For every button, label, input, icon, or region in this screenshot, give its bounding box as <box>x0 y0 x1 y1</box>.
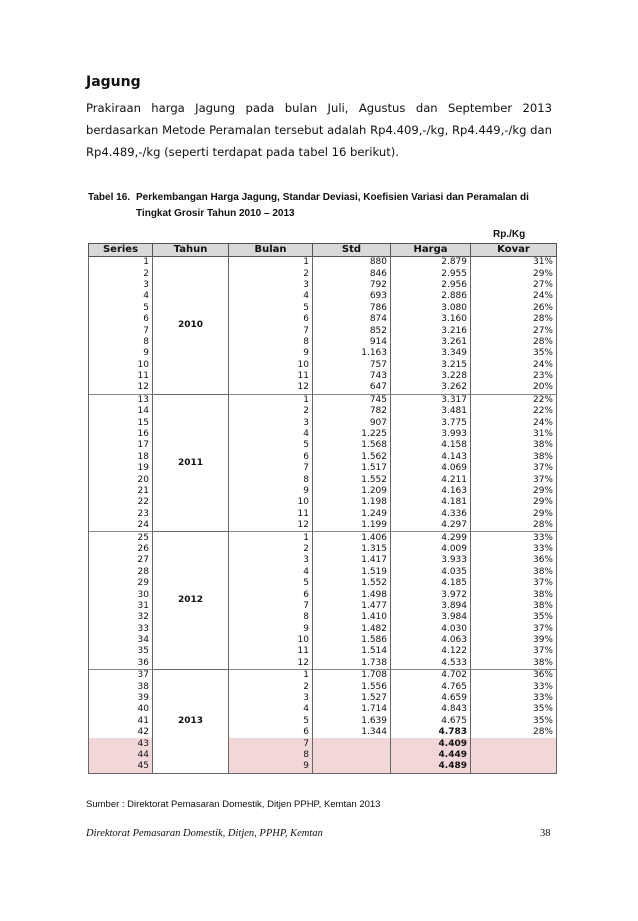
price-table <box>88 243 557 774</box>
cell-std: 914 <box>313 337 391 348</box>
cell-std: 1.514 <box>313 646 391 657</box>
cell-kovar: 37% <box>471 463 557 474</box>
cell-harga: 3.216 <box>391 325 471 336</box>
cell-std: 1.708 <box>313 670 391 682</box>
cell-series: 39 <box>89 693 153 704</box>
cell-std: 782 <box>313 406 391 417</box>
cell-series: 18 <box>89 452 153 463</box>
cell-series: 41 <box>89 716 153 727</box>
cell-std: 1.639 <box>313 716 391 727</box>
cell-series: 11 <box>89 371 153 382</box>
cell-bulan: 9 <box>229 624 313 635</box>
cell-kovar: 38% <box>471 452 557 463</box>
cell-series: 29 <box>89 578 153 589</box>
cell-harga: 2.879 <box>391 257 471 269</box>
cell-std: 647 <box>313 382 391 394</box>
cell-series: 20 <box>89 474 153 485</box>
cell-series: 38 <box>89 681 153 692</box>
table-row <box>89 394 557 406</box>
cell-bulan: 12 <box>229 658 313 670</box>
cell-series: 5 <box>89 303 153 314</box>
cell-bulan: 3 <box>229 417 313 428</box>
cell-year: 2013 <box>153 670 229 774</box>
cell-std: 1.568 <box>313 440 391 451</box>
cell-series: 17 <box>89 440 153 451</box>
cell-series: 22 <box>89 497 153 508</box>
cell-harga: 4.675 <box>391 716 471 727</box>
cell-series: 12 <box>89 382 153 394</box>
cell-bulan: 11 <box>229 509 313 520</box>
cell-std: 1.738 <box>313 658 391 670</box>
cell-series: 9 <box>89 348 153 359</box>
cell-std: 1.517 <box>313 463 391 474</box>
header-harga: Harga <box>391 244 471 257</box>
cell-kovar: 38% <box>471 589 557 600</box>
cell-harga: 4.783 <box>391 727 471 738</box>
cell-bulan: 7 <box>229 738 313 749</box>
cell-bulan: 7 <box>229 463 313 474</box>
cell-series: 33 <box>89 624 153 635</box>
cell-harga: 4.659 <box>391 693 471 704</box>
table-header-row <box>89 244 557 257</box>
cell-kovar: 39% <box>471 635 557 646</box>
cell-series: 8 <box>89 337 153 348</box>
cell-bulan: 1 <box>229 532 313 544</box>
table-row <box>89 532 557 544</box>
cell-kovar: 27% <box>471 280 557 291</box>
cell-kovar: 33% <box>471 693 557 704</box>
cell-series: 15 <box>89 417 153 428</box>
cell-bulan: 11 <box>229 646 313 657</box>
cell-std: 1.556 <box>313 681 391 692</box>
cell-harga: 4.336 <box>391 509 471 520</box>
caption-text: Perkembangan Harga Jagung, Standar Deviasi, Koefisien Variasi dan Peramalan di Tingkat Grosir Tahun 2010 – 2013 <box>136 192 529 219</box>
cell-std: 852 <box>313 325 391 336</box>
cell-std <box>313 738 391 749</box>
cell-std: 745 <box>313 394 391 406</box>
cell-bulan: 11 <box>229 371 313 382</box>
cell-kovar: 22% <box>471 406 557 417</box>
cell-kovar: 29% <box>471 486 557 497</box>
cell-std <box>313 761 391 773</box>
cell-harga: 4.489 <box>391 761 471 773</box>
cell-std: 1.417 <box>313 555 391 566</box>
cell-harga: 4.211 <box>391 474 471 485</box>
cell-kovar: 22% <box>471 394 557 406</box>
cell-std: 743 <box>313 371 391 382</box>
cell-std: 880 <box>313 257 391 269</box>
cell-series: 6 <box>89 314 153 325</box>
cell-series: 10 <box>89 360 153 371</box>
cell-bulan: 10 <box>229 360 313 371</box>
cell-harga: 4.299 <box>391 532 471 544</box>
cell-std: 1.163 <box>313 348 391 359</box>
cell-kovar: 37% <box>471 624 557 635</box>
cell-harga: 2.886 <box>391 291 471 302</box>
cell-series: 37 <box>89 670 153 682</box>
cell-harga: 4.163 <box>391 486 471 497</box>
cell-harga: 3.775 <box>391 417 471 428</box>
cell-series: 35 <box>89 646 153 657</box>
cell-bulan: 5 <box>229 716 313 727</box>
cell-kovar: 31% <box>471 429 557 440</box>
cell-series: 21 <box>89 486 153 497</box>
cell-std: 693 <box>313 291 391 302</box>
cell-bulan: 5 <box>229 578 313 589</box>
intro-paragraph: Prakiraan harga Jagung pada bulan Juli, Agustus dan September 2013 berdasarkan Metode Peramalan tersebut adalah Rp4.409,-/kg, Rp4.449,-/kg dan Rp4.489,-/kg (seperti terdapat pada tabel 16 berikut). <box>86 101 552 159</box>
cell-harga: 3.261 <box>391 337 471 348</box>
cell-harga: 3.160 <box>391 314 471 325</box>
cell-kovar: 28% <box>471 520 557 532</box>
cell-harga: 3.993 <box>391 429 471 440</box>
cell-harga: 4.063 <box>391 635 471 646</box>
cell-bulan: 4 <box>229 429 313 440</box>
cell-series: 31 <box>89 601 153 612</box>
cell-kovar: 24% <box>471 417 557 428</box>
cell-kovar: 33% <box>471 544 557 555</box>
caption-number: Tabel 16. <box>88 192 131 203</box>
cell-bulan: 2 <box>229 268 313 279</box>
cell-kovar: 38% <box>471 567 557 578</box>
cell-std: 1.225 <box>313 429 391 440</box>
cell-year: 2010 <box>153 257 229 395</box>
cell-series: 40 <box>89 704 153 715</box>
cell-kovar: 24% <box>471 360 557 371</box>
cell-std: 792 <box>313 280 391 291</box>
header-std: Std <box>313 244 391 257</box>
cell-bulan: 8 <box>229 612 313 623</box>
cell-std: 1.477 <box>313 601 391 612</box>
cell-series: 14 <box>89 406 153 417</box>
cell-bulan: 3 <box>229 280 313 291</box>
cell-std: 1.406 <box>313 532 391 544</box>
cell-harga: 3.481 <box>391 406 471 417</box>
cell-series: 32 <box>89 612 153 623</box>
cell-std: 1.249 <box>313 509 391 520</box>
cell-harga: 2.956 <box>391 280 471 291</box>
cell-kovar: 35% <box>471 716 557 727</box>
cell-series: 36 <box>89 658 153 670</box>
cell-harga: 3.349 <box>391 348 471 359</box>
cell-harga: 4.143 <box>391 452 471 463</box>
cell-series: 1 <box>89 257 153 269</box>
table-body <box>89 257 557 774</box>
cell-std: 757 <box>313 360 391 371</box>
cell-harga: 4.409 <box>391 738 471 749</box>
cell-series: 24 <box>89 520 153 532</box>
cell-bulan: 9 <box>229 348 313 359</box>
cell-harga: 3.080 <box>391 303 471 314</box>
cell-harga: 4.181 <box>391 497 471 508</box>
cell-harga: 4.069 <box>391 463 471 474</box>
cell-series: 45 <box>89 761 153 773</box>
cell-bulan: 9 <box>229 486 313 497</box>
cell-series: 42 <box>89 727 153 738</box>
cell-series: 27 <box>89 555 153 566</box>
cell-harga: 3.262 <box>391 382 471 394</box>
cell-year: 2012 <box>153 532 229 670</box>
table-caption <box>88 190 558 222</box>
cell-bulan: 7 <box>229 325 313 336</box>
cell-harga: 3.215 <box>391 360 471 371</box>
cell-harga: 3.894 <box>391 601 471 612</box>
cell-kovar <box>471 761 557 773</box>
cell-bulan: 3 <box>229 555 313 566</box>
cell-std: 1.519 <box>313 567 391 578</box>
cell-bulan: 6 <box>229 314 313 325</box>
cell-kovar: 37% <box>471 578 557 589</box>
header-bulan: Bulan <box>229 244 313 257</box>
cell-bulan: 8 <box>229 474 313 485</box>
cell-bulan: 10 <box>229 635 313 646</box>
cell-std: 846 <box>313 268 391 279</box>
cell-kovar: 33% <box>471 532 557 544</box>
cell-std: 1.552 <box>313 474 391 485</box>
cell-kovar: 31% <box>471 257 557 269</box>
cell-bulan: 2 <box>229 681 313 692</box>
cell-bulan: 12 <box>229 382 313 394</box>
cell-harga: 4.009 <box>391 544 471 555</box>
cell-harga: 3.933 <box>391 555 471 566</box>
cell-std: 1.209 <box>313 486 391 497</box>
cell-harga: 3.317 <box>391 394 471 406</box>
cell-harga: 4.297 <box>391 520 471 532</box>
cell-series: 19 <box>89 463 153 474</box>
cell-kovar: 38% <box>471 601 557 612</box>
cell-std: 1.315 <box>313 544 391 555</box>
cell-bulan: 8 <box>229 337 313 348</box>
cell-harga: 4.843 <box>391 704 471 715</box>
cell-series: 28 <box>89 567 153 578</box>
cell-bulan: 4 <box>229 291 313 302</box>
header-series: Series <box>89 244 153 257</box>
cell-kovar: 24% <box>471 291 557 302</box>
cell-series: 44 <box>89 750 153 761</box>
cell-kovar: 36% <box>471 670 557 682</box>
cell-harga: 4.030 <box>391 624 471 635</box>
cell-std: 1.586 <box>313 635 391 646</box>
cell-bulan: 7 <box>229 601 313 612</box>
cell-std: 1.199 <box>313 520 391 532</box>
cell-kovar: 28% <box>471 727 557 738</box>
header-kovar: Kovar <box>471 244 557 257</box>
cell-series: 43 <box>89 738 153 749</box>
cell-bulan: 9 <box>229 761 313 773</box>
cell-harga: 4.533 <box>391 658 471 670</box>
cell-kovar <box>471 738 557 749</box>
price-table-container <box>88 243 556 774</box>
cell-bulan: 4 <box>229 704 313 715</box>
cell-std: 1.527 <box>313 693 391 704</box>
cell-series: 25 <box>89 532 153 544</box>
cell-std: 1.482 <box>313 624 391 635</box>
cell-harga: 4.702 <box>391 670 471 682</box>
cell-bulan: 1 <box>229 394 313 406</box>
cell-std: 1.198 <box>313 497 391 508</box>
cell-bulan: 1 <box>229 257 313 269</box>
cell-kovar: 23% <box>471 371 557 382</box>
cell-bulan: 1 <box>229 670 313 682</box>
cell-bulan: 8 <box>229 750 313 761</box>
cell-bulan: 6 <box>229 452 313 463</box>
cell-bulan: 5 <box>229 303 313 314</box>
cell-bulan: 2 <box>229 406 313 417</box>
section-title: Jagung <box>86 74 141 90</box>
cell-bulan: 5 <box>229 440 313 451</box>
cell-kovar: 38% <box>471 440 557 451</box>
cell-bulan: 4 <box>229 567 313 578</box>
cell-bulan: 6 <box>229 727 313 738</box>
source-note: Sumber : Direktorat Pemasaran Domestik, Ditjen PPHP, Kemtan 2013 <box>86 799 381 810</box>
cell-kovar: 35% <box>471 348 557 359</box>
cell-harga: 4.449 <box>391 750 471 761</box>
cell-harga: 2.955 <box>391 268 471 279</box>
cell-kovar: 35% <box>471 612 557 623</box>
cell-series: 23 <box>89 509 153 520</box>
cell-kovar: 29% <box>471 268 557 279</box>
cell-series: 13 <box>89 394 153 406</box>
cell-harga: 4.185 <box>391 578 471 589</box>
cell-series: 3 <box>89 280 153 291</box>
cell-bulan: 6 <box>229 589 313 600</box>
cell-harga: 3.228 <box>391 371 471 382</box>
cell-kovar: 29% <box>471 509 557 520</box>
cell-kovar: 33% <box>471 681 557 692</box>
footer-publisher: Direktorat Pemasaran Domestik, Ditjen, PPHP, Kemtan <box>86 828 323 839</box>
cell-bulan: 12 <box>229 520 313 532</box>
cell-kovar: 38% <box>471 658 557 670</box>
cell-kovar: 37% <box>471 646 557 657</box>
cell-series: 2 <box>89 268 153 279</box>
cell-kovar: 28% <box>471 337 557 348</box>
cell-harga: 3.984 <box>391 612 471 623</box>
cell-std: 1.498 <box>313 589 391 600</box>
cell-kovar <box>471 750 557 761</box>
cell-series: 4 <box>89 291 153 302</box>
unit-label: Rp./Kg <box>493 229 526 240</box>
cell-series: 30 <box>89 589 153 600</box>
cell-std: 1.410 <box>313 612 391 623</box>
page-number: 38 <box>540 828 551 839</box>
cell-std: 1.344 <box>313 727 391 738</box>
header-tahun: Tahun <box>153 244 229 257</box>
cell-std: 1.552 <box>313 578 391 589</box>
cell-kovar: 20% <box>471 382 557 394</box>
cell-kovar: 28% <box>471 314 557 325</box>
cell-bulan: 2 <box>229 544 313 555</box>
cell-kovar: 26% <box>471 303 557 314</box>
table-row <box>89 257 557 269</box>
cell-kovar: 35% <box>471 704 557 715</box>
cell-harga: 4.035 <box>391 567 471 578</box>
cell-bulan: 3 <box>229 693 313 704</box>
cell-series: 16 <box>89 429 153 440</box>
cell-bulan: 10 <box>229 497 313 508</box>
cell-harga: 4.765 <box>391 681 471 692</box>
cell-year: 2011 <box>153 394 229 532</box>
cell-std: 1.562 <box>313 452 391 463</box>
cell-std: 907 <box>313 417 391 428</box>
cell-kovar: 27% <box>471 325 557 336</box>
cell-std: 1.714 <box>313 704 391 715</box>
table-row <box>89 670 557 682</box>
cell-kovar: 36% <box>471 555 557 566</box>
cell-series: 7 <box>89 325 153 336</box>
cell-kovar: 37% <box>471 474 557 485</box>
cell-series: 26 <box>89 544 153 555</box>
cell-harga: 4.122 <box>391 646 471 657</box>
cell-std: 874 <box>313 314 391 325</box>
cell-kovar: 29% <box>471 497 557 508</box>
cell-harga: 3.972 <box>391 589 471 600</box>
cell-std <box>313 750 391 761</box>
cell-std: 786 <box>313 303 391 314</box>
cell-harga: 4.158 <box>391 440 471 451</box>
cell-series: 34 <box>89 635 153 646</box>
